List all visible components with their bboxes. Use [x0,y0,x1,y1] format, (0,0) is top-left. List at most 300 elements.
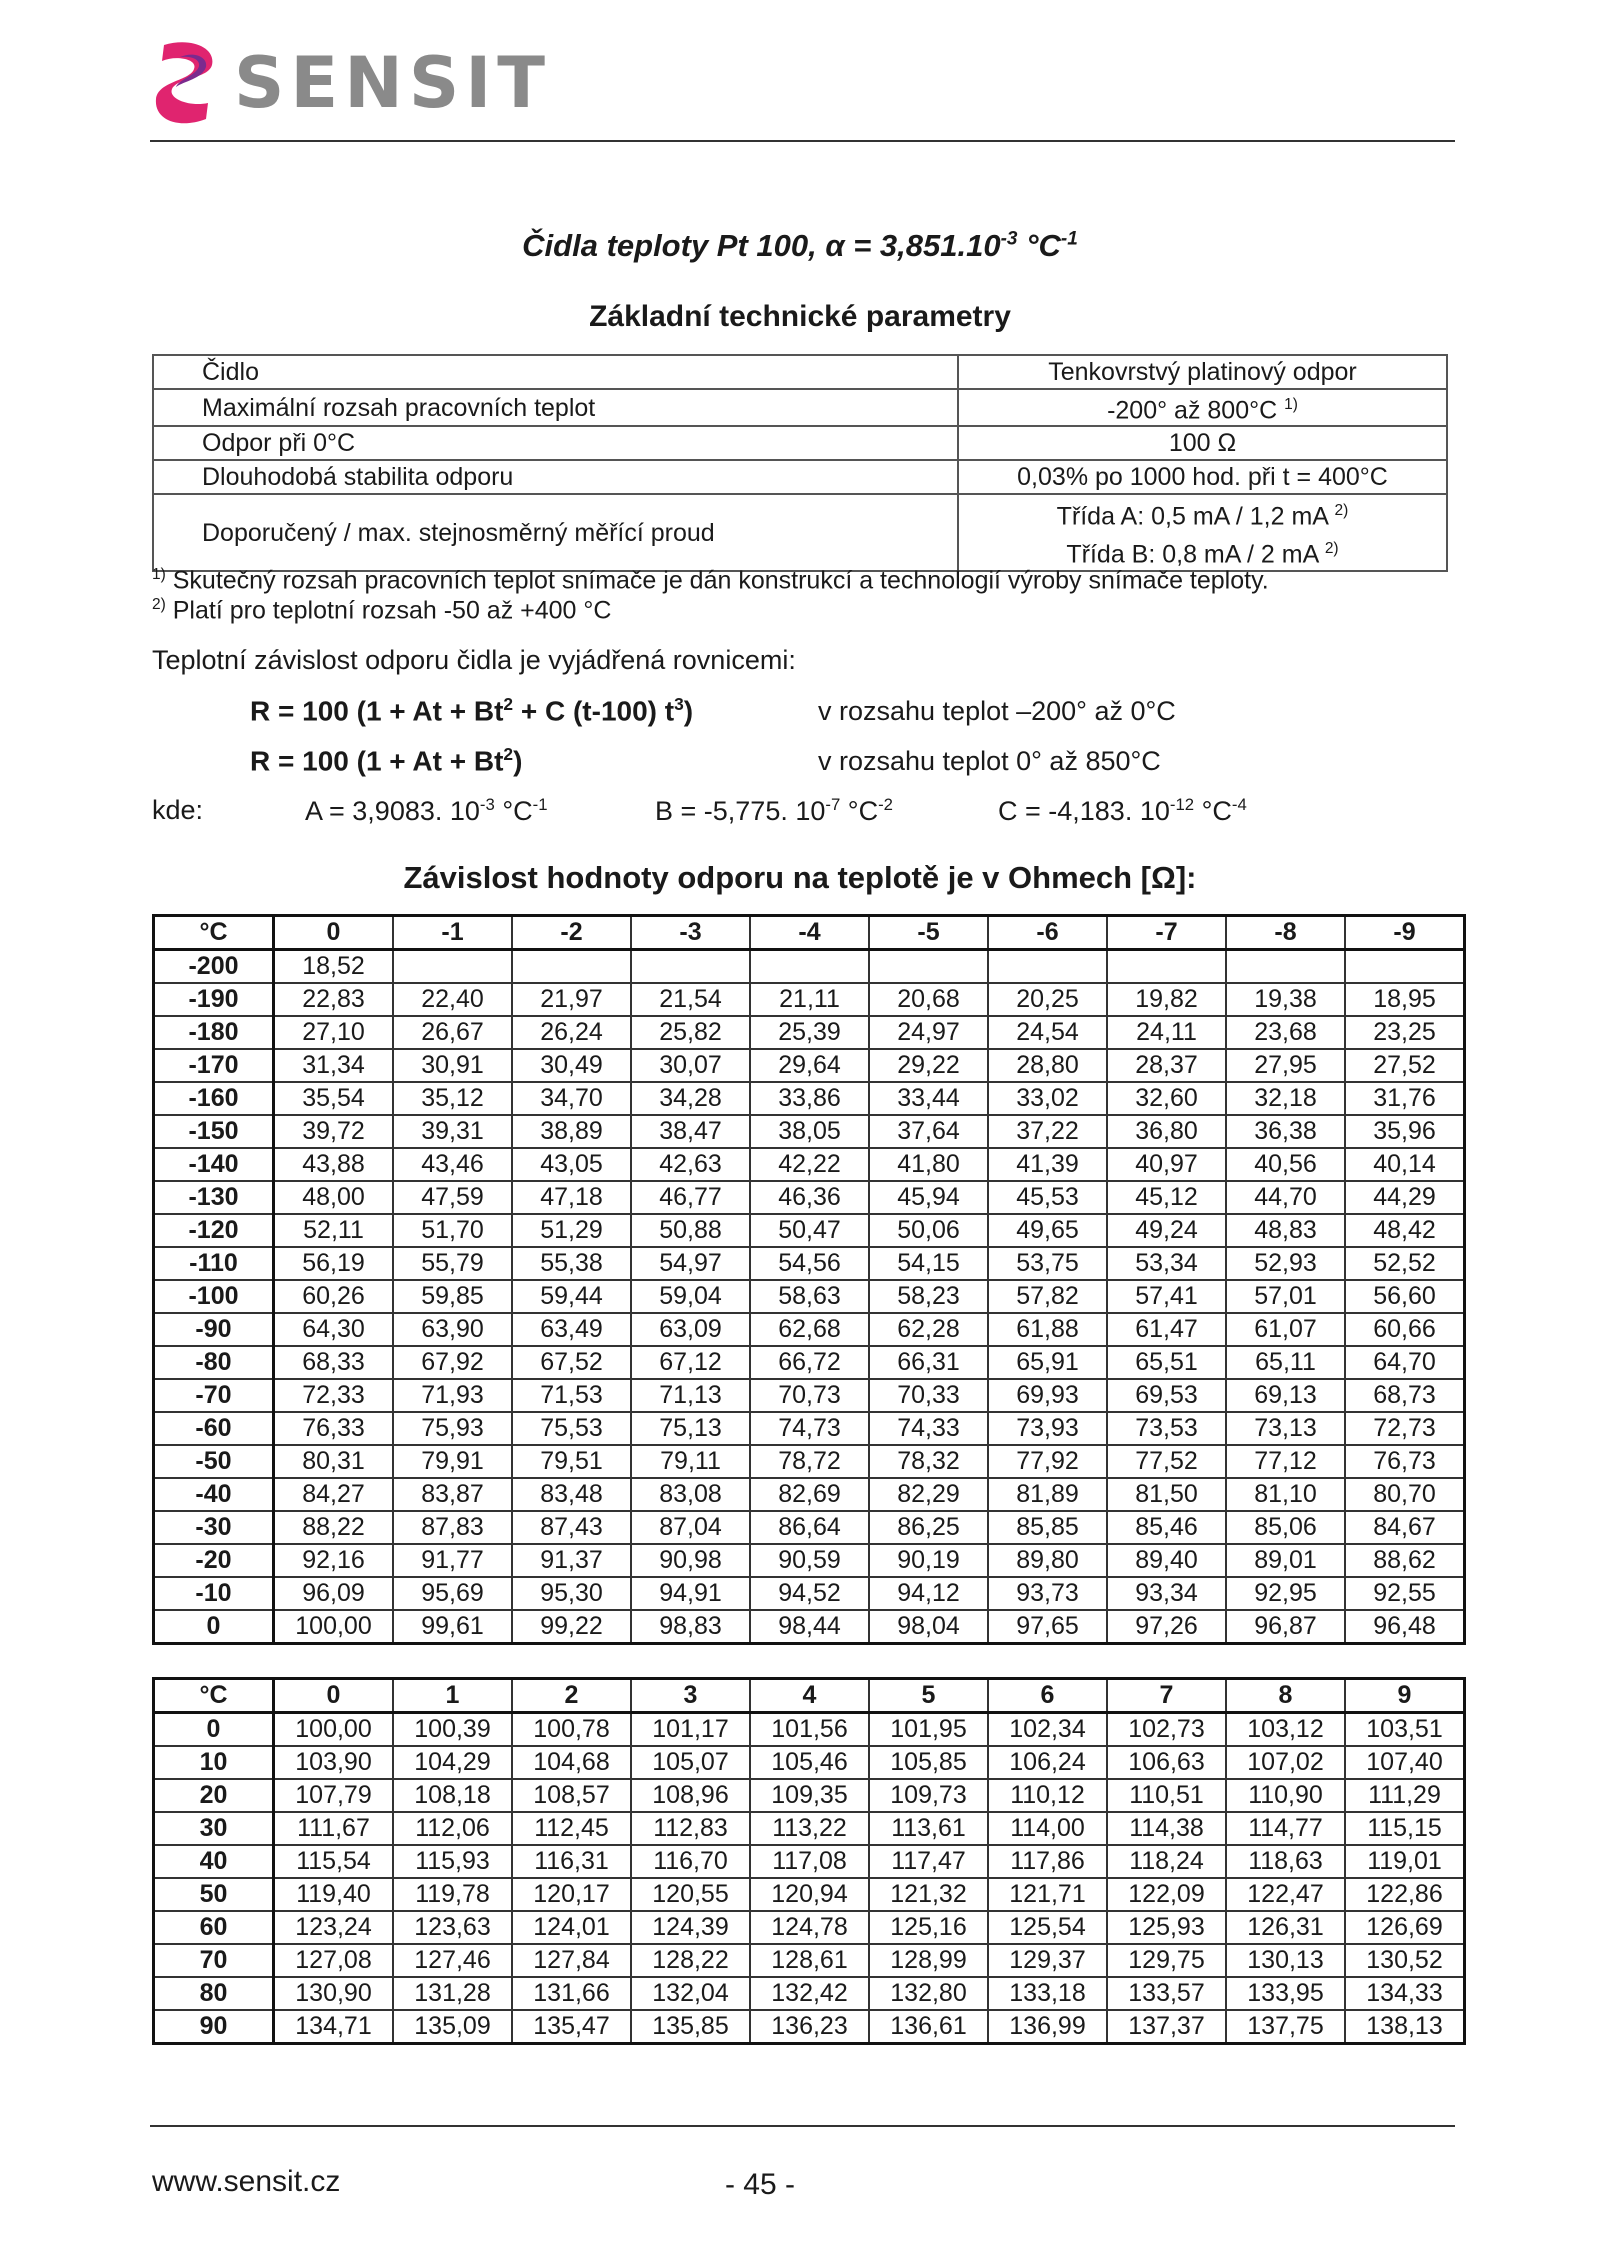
table-cell: 66,72 [750,1346,869,1379]
table-row [154,1115,1465,1148]
table-header-row [154,1679,1465,1713]
table-cell: 57,01 [1226,1280,1345,1313]
table-cell: 55,79 [393,1247,512,1280]
table-cell: 107,79 [274,1779,394,1812]
table-cell: 51,70 [393,1214,512,1247]
resistance-table-negative [152,914,1466,1645]
table-cell: 56,60 [1345,1280,1465,1313]
table-cell: 102,34 [988,1713,1107,1747]
row-header: -110 [154,1247,274,1280]
table-cell: 27,10 [274,1016,394,1049]
table-cell: 75,13 [631,1412,750,1445]
table-cell: 130,90 [274,1977,394,2010]
param-value: -200° až 800°C $^{1)}$ [958,389,1447,426]
table-row [154,1577,1465,1610]
row-header: 50 [154,1878,274,1911]
table-row [154,1812,1465,1845]
header-rule [150,140,1455,142]
table-cell: 83,48 [512,1478,631,1511]
table-cell: 54,56 [750,1247,869,1280]
table-cell: 101,56 [750,1713,869,1747]
table-row [154,983,1465,1016]
table-cell: 97,26 [1107,1610,1226,1644]
table-cell: 32,18 [1226,1082,1345,1115]
row-header: -30 [154,1511,274,1544]
page-title: Čidla teploty Pt 100, $\alpha = 3,851.10^{-3}$ $^\circ C^{-1}$ [522,228,1078,263]
table-cell: 119,78 [393,1878,512,1911]
table-cell: 105,46 [750,1746,869,1779]
column-header: -3 [631,916,750,950]
where-label: kde: [152,795,204,825]
table-cell: 73,53 [1107,1412,1226,1445]
table-cell: 89,01 [1226,1544,1345,1577]
table-cell: 125,54 [988,1911,1107,1944]
table-cell: 41,80 [869,1148,988,1181]
table-cell: 135,47 [512,2010,631,2044]
table-cell: 52,52 [1345,1247,1465,1280]
table-cell: 98,44 [750,1610,869,1644]
table-cell: 118,63 [1226,1845,1345,1878]
table-cell: 54,97 [631,1247,750,1280]
table-cell: 39,72 [274,1115,394,1148]
row-header: -190 [154,983,274,1016]
table-cell: 131,66 [512,1977,631,2010]
equations-intro: Teplotní závislost odporu čidla je vyjádřená rovnicemi: [152,645,796,675]
table-row [154,1713,1465,1747]
table-cell: 50,06 [869,1214,988,1247]
param-row [153,426,1447,460]
table-cell: 119,40 [274,1878,394,1911]
table-cell: 77,52 [1107,1445,1226,1478]
table-cell: 59,04 [631,1280,750,1313]
table-cell: 19,82 [1107,983,1226,1016]
table-cell: 45,12 [1107,1181,1226,1214]
table-cell: 98,83 [631,1610,750,1644]
table-cell: 133,18 [988,1977,1107,2010]
table-cell: 106,63 [1107,1746,1226,1779]
table-cell: 115,15 [1345,1812,1465,1845]
page-number: - 45 - [724,2168,796,2201]
table-cell: 109,73 [869,1779,988,1812]
table-cell: 112,45 [512,1812,631,1845]
table-cell: 81,50 [1107,1478,1226,1511]
table-cell: 28,37 [1107,1049,1226,1082]
table-row [154,1346,1465,1379]
table-cell: 94,12 [869,1577,988,1610]
table-cell: 36,80 [1107,1115,1226,1148]
table-cell: 82,69 [750,1478,869,1511]
table-cell: 92,16 [274,1544,394,1577]
table-cell: 44,70 [1226,1181,1345,1214]
column-header: 2 [512,1679,631,1713]
table-cell: 77,92 [988,1445,1107,1478]
table-cell: 119,01 [1345,1845,1465,1878]
param-value: Třída A: 0,5 mA / 1,2 mA $^{2)}$ Třída B: 0,8 mA / 2 mA $^{2)}$ [958,494,1447,571]
table-cell: 60,26 [274,1280,394,1313]
row-header: 60 [154,1911,274,1944]
row-header: 80 [154,1977,274,2010]
table-cell: 105,85 [869,1746,988,1779]
column-header: 6 [988,1679,1107,1713]
table-cell: 128,99 [869,1944,988,1977]
table-cell: 67,92 [393,1346,512,1379]
table-cell: 62,28 [869,1313,988,1346]
column-header: 7 [1107,1679,1226,1713]
table-cell: 35,12 [393,1082,512,1115]
param-row [153,389,1447,426]
table-cell: 125,93 [1107,1911,1226,1944]
footer-website: www.sensit.cz [152,2165,341,2198]
table-cell: 114,00 [988,1812,1107,1845]
table-row [154,1082,1465,1115]
column-header: -2 [512,916,631,950]
unit-header: °C [154,916,274,950]
table-cell: 81,89 [988,1478,1107,1511]
param-label: Doporučený / max. stejnosměrný měřící proud [153,494,958,571]
table-cell: 135,09 [393,2010,512,2044]
table-cell: 30,07 [631,1049,750,1082]
table-cell: 41,39 [988,1148,1107,1181]
table-cell: 123,24 [274,1911,394,1944]
table-cell: 128,22 [631,1944,750,1977]
table-row [154,1878,1465,1911]
table-cell: 84,27 [274,1478,394,1511]
table-cell: 117,47 [869,1845,988,1878]
coefficient-c: C = -4,183. $10^{-12}$ $^\circ C^{-4}$ [998,795,1247,826]
table-cell: 23,25 [1345,1016,1465,1049]
table-cell: 90,19 [869,1544,988,1577]
param-row [153,355,1447,389]
table-cell: 80,31 [274,1445,394,1478]
table-cell: 45,94 [869,1181,988,1214]
table-cell: 111,29 [1345,1779,1465,1812]
table-cell: 85,06 [1226,1511,1345,1544]
table-cell: 25,39 [750,1016,869,1049]
row-header: -170 [154,1049,274,1082]
table-cell: 46,36 [750,1181,869,1214]
table-cell [393,950,512,984]
table-cell: 55,38 [512,1247,631,1280]
table-cell: 130,52 [1345,1944,1465,1977]
table-cell: 57,82 [988,1280,1107,1313]
table-cell: 116,70 [631,1845,750,1878]
table-cell: 66,31 [869,1346,988,1379]
table-cell: 103,12 [1226,1713,1345,1747]
table-cell [512,950,631,984]
table-cell: 64,70 [1345,1346,1465,1379]
row-header: -130 [154,1181,274,1214]
table-cell: 85,46 [1107,1511,1226,1544]
table-cell: 19,38 [1226,983,1345,1016]
table-cell: 86,25 [869,1511,988,1544]
table-cell: 40,56 [1226,1148,1345,1181]
row-header: 20 [154,1779,274,1812]
table-cell [988,950,1107,984]
row-header: -160 [154,1082,274,1115]
table-cell: 76,33 [274,1412,394,1445]
row-header: -40 [154,1478,274,1511]
table-cell: 29,64 [750,1049,869,1082]
table-cell: 62,68 [750,1313,869,1346]
table-cell: 61,88 [988,1313,1107,1346]
table-row [154,1610,1465,1644]
param-value: 100 Ω [958,426,1447,460]
table-cell: 107,02 [1226,1746,1345,1779]
table-cell: 69,13 [1226,1379,1345,1412]
row-header: -70 [154,1379,274,1412]
table-cell: 80,70 [1345,1478,1465,1511]
table-cell: 58,63 [750,1280,869,1313]
table-cell: 93,73 [988,1577,1107,1610]
table-cell: 137,75 [1226,2010,1345,2044]
sensit-mark-icon [150,37,222,129]
table-row [154,1379,1465,1412]
table-cell: 96,09 [274,1577,394,1610]
table-cell: 138,13 [1345,2010,1465,2044]
table-cell [869,950,988,984]
table-cell: 49,24 [1107,1214,1226,1247]
table-row [154,1313,1465,1346]
table-row [154,1445,1465,1478]
parameters-table [152,354,1448,572]
table-cell: 104,29 [393,1746,512,1779]
table-cell: 136,99 [988,2010,1107,2044]
table-cell: 126,31 [1226,1911,1345,1944]
table-cell [1226,950,1345,984]
table-cell [750,950,869,984]
table-cell: 85,85 [988,1511,1107,1544]
table-cell: 63,09 [631,1313,750,1346]
resistance-table-heading: Závislost hodnoty odporu na teplotě je v Ohmech [Ω]: [403,860,1197,895]
table-cell: 120,94 [750,1878,869,1911]
table-cell: 71,53 [512,1379,631,1412]
column-header: -9 [1345,916,1465,950]
equation-2-range: v rozsahu teplot 0° až 850°C [818,746,1161,776]
column-header: 0 [274,1679,394,1713]
table-cell: 88,22 [274,1511,394,1544]
footnote-1: $^{1)}$ Skutečný rozsah pracovních teplot snímače je dán konstrukcí a technologií výroby snímače teploty. [152,566,1269,595]
table-row [154,1511,1465,1544]
table-cell: 24,97 [869,1016,988,1049]
table-row [154,1214,1465,1247]
table-row [154,1746,1465,1779]
table-row [154,1148,1465,1181]
table-cell: 127,08 [274,1944,394,1977]
table-cell: 71,93 [393,1379,512,1412]
table-cell: 58,23 [869,1280,988,1313]
table-row [154,1247,1465,1280]
table-cell: 60,66 [1345,1313,1465,1346]
table-row [154,1911,1465,1944]
table-cell: 26,67 [393,1016,512,1049]
table-cell: 21,11 [750,983,869,1016]
table-cell: 134,71 [274,2010,394,2044]
table-cell: 48,42 [1345,1214,1465,1247]
table-cell: 73,93 [988,1412,1107,1445]
column-header: -1 [393,916,512,950]
table-cell: 49,65 [988,1214,1107,1247]
param-value: Tenkovrstvý platinový odpor [958,355,1447,389]
table-cell: 100,78 [512,1713,631,1747]
table-cell: 90,98 [631,1544,750,1577]
table-cell: 79,11 [631,1445,750,1478]
table-cell: 90,59 [750,1544,869,1577]
table-cell: 137,37 [1107,2010,1226,2044]
row-header: -200 [154,950,274,984]
row-header: -60 [154,1412,274,1445]
column-header: -7 [1107,916,1226,950]
table-cell: 103,90 [274,1746,394,1779]
table-cell: 98,04 [869,1610,988,1644]
row-header: 70 [154,1944,274,1977]
parameters-heading: Základní technické parametry [589,300,1011,333]
table-cell: 26,24 [512,1016,631,1049]
table-cell: 130,13 [1226,1944,1345,1977]
table-cell: 75,53 [512,1412,631,1445]
table-cell: 112,06 [393,1812,512,1845]
table-cell: 36,38 [1226,1115,1345,1148]
table-row [154,1544,1465,1577]
table-cell: 65,11 [1226,1346,1345,1379]
table-cell: 48,83 [1226,1214,1345,1247]
table-cell: 118,24 [1107,1845,1226,1878]
table-cell: 92,95 [1226,1577,1345,1610]
table-row [154,950,1465,984]
table-cell: 110,51 [1107,1779,1226,1812]
table-cell: 40,97 [1107,1148,1226,1181]
table-cell: 105,07 [631,1746,750,1779]
column-header: -5 [869,916,988,950]
table-cell: 78,32 [869,1445,988,1478]
table-cell: 106,24 [988,1746,1107,1779]
table-cell: 107,40 [1345,1746,1465,1779]
table-cell: 117,86 [988,1845,1107,1878]
table-cell: 61,07 [1226,1313,1345,1346]
table-cell: 59,44 [512,1280,631,1313]
table-cell: 39,31 [393,1115,512,1148]
equation-2: R = 100 $(1 + At + Bt^2)$ [250,744,523,777]
param-value: 0,03% po 1000 hod. při t = 400°C [958,460,1447,494]
table-cell: 65,51 [1107,1346,1226,1379]
table-cell: 24,54 [988,1016,1107,1049]
table-cell: 37,64 [869,1115,988,1148]
table-row [154,1412,1465,1445]
table-row [154,1016,1465,1049]
table-cell: 112,83 [631,1812,750,1845]
table-cell: 70,33 [869,1379,988,1412]
row-header: 0 [154,1610,274,1644]
table-cell: 124,39 [631,1911,750,1944]
table-cell: 89,80 [988,1544,1107,1577]
column-header: -6 [988,916,1107,950]
table-cell: 133,57 [1107,1977,1226,2010]
table-cell: 30,49 [512,1049,631,1082]
table-cell: 47,18 [512,1181,631,1214]
table-cell: 99,22 [512,1610,631,1644]
table-cell: 100,39 [393,1713,512,1747]
table-cell: 50,47 [750,1214,869,1247]
row-header: 40 [154,1845,274,1878]
table-cell: 91,37 [512,1544,631,1577]
table-cell: 47,59 [393,1181,512,1214]
table-cell: 82,29 [869,1478,988,1511]
table-cell: 81,10 [1226,1478,1345,1511]
table-cell: 100,00 [274,1713,394,1747]
table-cell: 124,78 [750,1911,869,1944]
table-cell: 42,63 [631,1148,750,1181]
table-cell: 31,34 [274,1049,394,1082]
table-cell: 37,22 [988,1115,1107,1148]
table-cell: 38,47 [631,1115,750,1148]
table-cell: 33,86 [750,1082,869,1115]
column-header: 0 [274,916,394,950]
table-cell: 56,19 [274,1247,394,1280]
table-cell: 97,65 [988,1610,1107,1644]
table-cell: 120,17 [512,1878,631,1911]
table-cell: 72,33 [274,1379,394,1412]
table-cell: 48,00 [274,1181,394,1214]
table-cell: 34,70 [512,1082,631,1115]
table-cell: 74,33 [869,1412,988,1445]
table-cell: 93,34 [1107,1577,1226,1610]
table-cell: 27,95 [1226,1049,1345,1082]
table-cell: 108,18 [393,1779,512,1812]
table-cell: 88,62 [1345,1544,1465,1577]
row-header: -90 [154,1313,274,1346]
table-cell: 68,33 [274,1346,394,1379]
table-cell: 110,12 [988,1779,1107,1812]
param-label: Čidlo [153,355,958,389]
sensit-logo [150,35,551,130]
table-cell [631,950,750,984]
table-cell: 87,83 [393,1511,512,1544]
table-cell: 38,05 [750,1115,869,1148]
table-cell: 59,85 [393,1280,512,1313]
param-label: Odpor při 0°C [153,426,958,460]
table-cell: 75,93 [393,1412,512,1445]
table-cell: 23,68 [1226,1016,1345,1049]
table-cell: 125,16 [869,1911,988,1944]
table-cell: 133,95 [1226,1977,1345,2010]
table-cell: 83,08 [631,1478,750,1511]
table-cell: 128,61 [750,1944,869,1977]
table-cell: 65,91 [988,1346,1107,1379]
table-cell: 79,51 [512,1445,631,1478]
table-cell: 43,88 [274,1148,394,1181]
table-cell: 95,69 [393,1577,512,1610]
table-cell: 29,22 [869,1049,988,1082]
row-header: 30 [154,1812,274,1845]
resistance-table-positive [152,1677,1466,2045]
table-row [154,1049,1465,1082]
table-cell: 127,84 [512,1944,631,1977]
table-cell: 43,46 [393,1148,512,1181]
table-cell: 103,51 [1345,1713,1465,1747]
column-header: 9 [1345,1679,1465,1713]
table-cell: 132,42 [750,1977,869,2010]
column-header: -4 [750,916,869,950]
table-cell: 28,80 [988,1049,1107,1082]
table-row [154,2010,1465,2044]
table-cell: 115,54 [274,1845,394,1878]
coefficient-a: A = 3,9083. $10^{-3}$ $^\circ C^{-1}$ [305,795,548,826]
table-cell: 121,32 [869,1878,988,1911]
table-cell: 40,14 [1345,1148,1465,1181]
table-cell: 24,11 [1107,1016,1226,1049]
row-header: -120 [154,1214,274,1247]
table-cell: 69,93 [988,1379,1107,1412]
table-cell: 94,52 [750,1577,869,1610]
